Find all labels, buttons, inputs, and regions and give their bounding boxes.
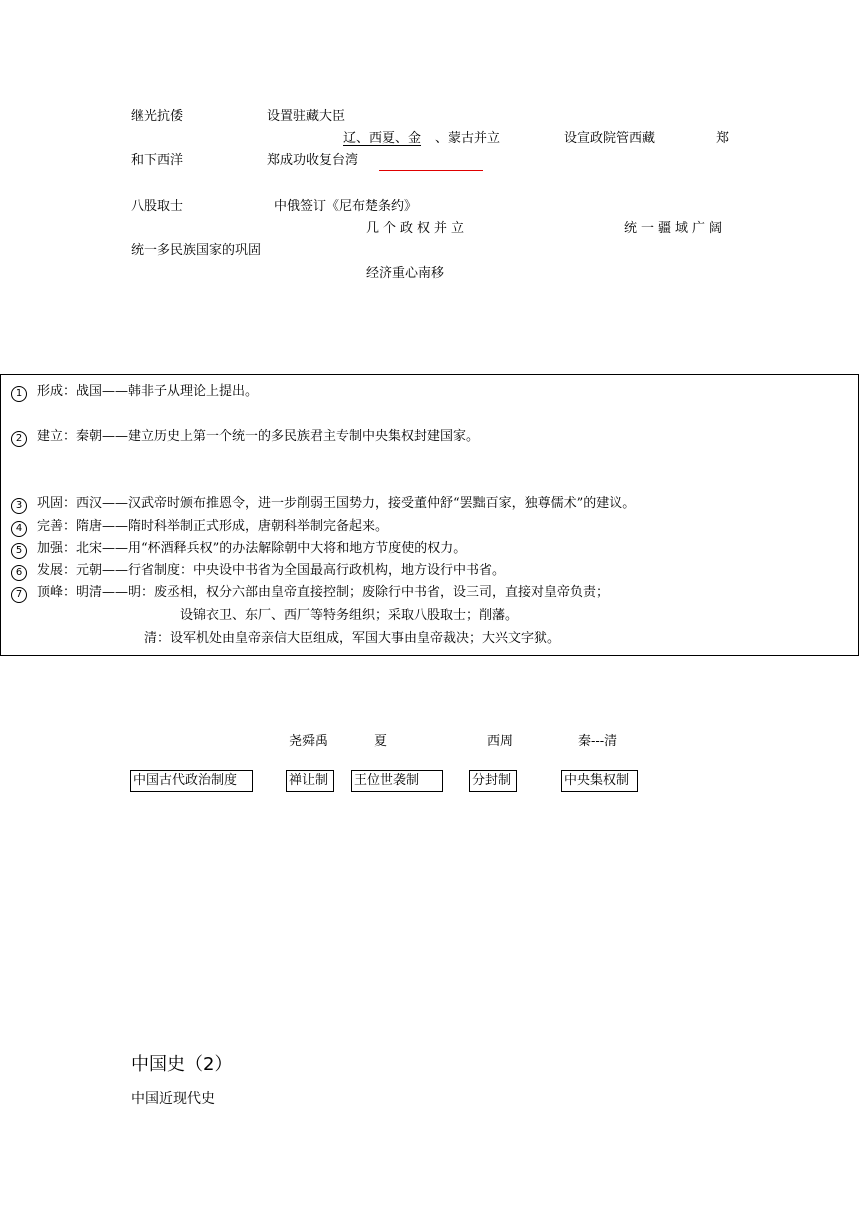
note-liao-xixia-jin: 辽、西夏、金 xyxy=(343,131,422,146)
era-yao-shun-yu: 尧舜禹 xyxy=(289,734,329,749)
stage-text: 完善：隋唐——隋时科举制正式形成，唐朝科举制完备起来。 xyxy=(37,519,389,534)
note-zheng: 郑 xyxy=(716,131,730,146)
system-box-fenfeng: 分封制 xyxy=(469,770,517,792)
stage-text: 加强：北宋——用“杯酒释兵权”的办法解除朝中大将和地方节度使的权力。 xyxy=(37,541,467,556)
stage-6 xyxy=(11,563,505,581)
stage-number: 7 xyxy=(11,587,27,603)
stage-text: 顶峰：明清——明：废丞相，权分六部由皇帝直接控制；废除行中书省，设三司，直接对皇帝负责； xyxy=(37,585,610,600)
stage-number: 2 xyxy=(11,431,27,447)
stage-1 xyxy=(11,384,258,402)
note-menggu-bingli: 、蒙古并立 xyxy=(435,131,501,146)
section-subtitle: 中国近现代史 xyxy=(131,1091,215,1107)
stage-number: 3 xyxy=(11,498,27,514)
era-xia: 夏 xyxy=(374,734,388,749)
era-qin-qing: 秦---清 xyxy=(578,734,618,749)
note-he-xiaxiyang: 和下西洋 xyxy=(131,153,184,168)
note-tongyi-jiangyu: 统一疆域广阔 xyxy=(624,221,727,236)
note-xuanzhengyuan: 设宣政院管西藏 xyxy=(564,131,656,146)
system-box-ancient-political: 中国古代政治制度 xyxy=(130,770,253,792)
stage-text: 建立：秦朝——建立历史上第一个统一的多民族君主专制中央集权封建国家。 xyxy=(37,429,480,444)
note-nibuchu-treaty: 中俄签订《尼布楚条约》 xyxy=(274,199,418,214)
note-jige-zhengquan: 几个政权并立 xyxy=(366,221,469,236)
red-underline xyxy=(379,170,483,171)
stage-number: 1 xyxy=(11,386,27,402)
stage-number: 4 xyxy=(11,521,27,537)
system-box-hereditary: 王位世袭制 xyxy=(351,770,443,792)
note-zheng-chenggong: 郑成功收复台湾 xyxy=(267,153,359,168)
stage-2 xyxy=(11,429,479,447)
note-jingji-nanyi: 经济重心南移 xyxy=(366,266,445,281)
stage-7 xyxy=(11,585,609,603)
stage-number: 5 xyxy=(11,543,27,559)
system-box-shanrang: 禅让制 xyxy=(286,770,334,792)
note-qi-jiguang: 继光抗倭 xyxy=(131,109,184,124)
stage-7-ming-cont: 设锦衣卫、东厂、西厂等特务组织；采取八股取士；削藩。 xyxy=(180,608,519,623)
centralization-stages-box xyxy=(0,374,859,656)
stage-number: 6 xyxy=(11,565,27,581)
stage-7-qing: 清：设军机处由皇帝亲信大臣组成，军国大事由皇帝裁决；大兴文字狱。 xyxy=(144,631,561,646)
stage-text: 发展：元朝——行省制度：中央设中书省为全国最高行政机构，地方设行中书省。 xyxy=(37,563,506,578)
system-box-centralization: 中央集权制 xyxy=(561,770,638,792)
stage-3 xyxy=(11,496,635,514)
note-bagu-qushi: 八股取士 xyxy=(131,199,184,214)
note-zhuzang-dachen: 设置驻藏大臣 xyxy=(267,109,346,124)
era-xizhou: 西周 xyxy=(487,734,514,749)
stage-text: 巩固：西汉——汉武帝时颁布推恩令，进一步削弱王国势力，接受董仲舒“罢黜百家，独尊儒术”的建议。 xyxy=(37,496,636,511)
stage-5 xyxy=(11,541,466,559)
stage-4 xyxy=(11,519,388,537)
stage-text: 形成：战国——韩非子从理论上提出。 xyxy=(37,384,259,399)
section-title: 中国史（2） xyxy=(131,1054,233,1075)
note-gonggu: 统一多民族国家的巩固 xyxy=(131,243,262,258)
